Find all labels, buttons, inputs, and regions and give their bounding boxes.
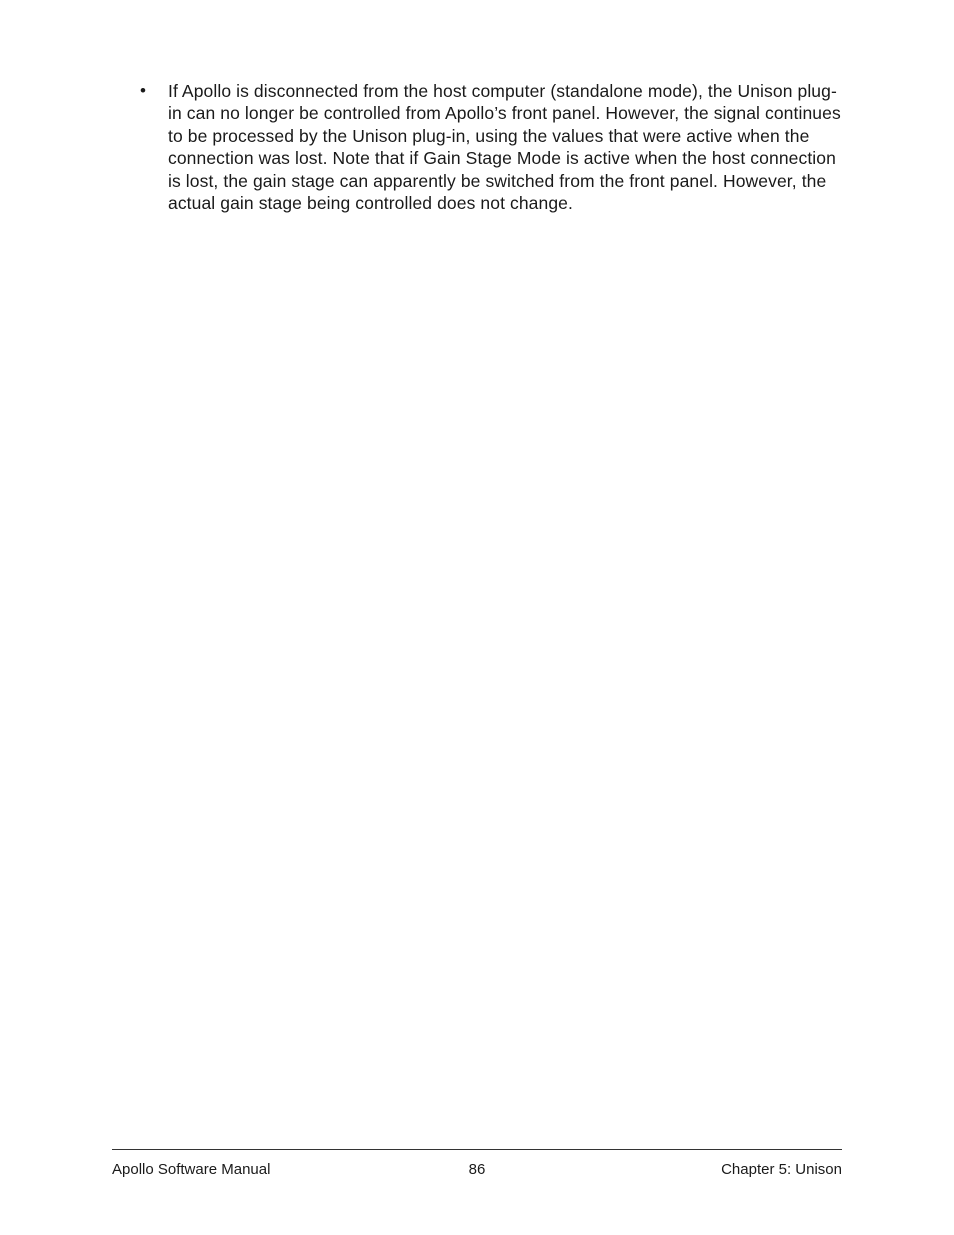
footer-page-number: 86 (468, 1161, 486, 1178)
bullet-icon: • (140, 81, 147, 100)
list-item (140, 80, 850, 214)
page-footer (112, 1160, 842, 1182)
bullet-list (140, 80, 850, 214)
footer-divider (112, 1149, 842, 1150)
footer-chapter-title: Chapter 5: Unison (721, 1161, 842, 1178)
footer-manual-title: Apollo Software Manual (112, 1161, 271, 1178)
bullet-text: If Apollo is disconnected from the host computer (standalone mode), the Unison plug-in can no longer be controlled from Apollo’s front panel. However, the signal continues to be processed by the Unison plug-in, using the values that were active when the connection was lost. Note that if Gain Stage Mode is active when the host connection is lost, the gain stage can apparently be switched from the front panel. However, the actual gain stage being controlled does not change. (168, 81, 841, 214)
